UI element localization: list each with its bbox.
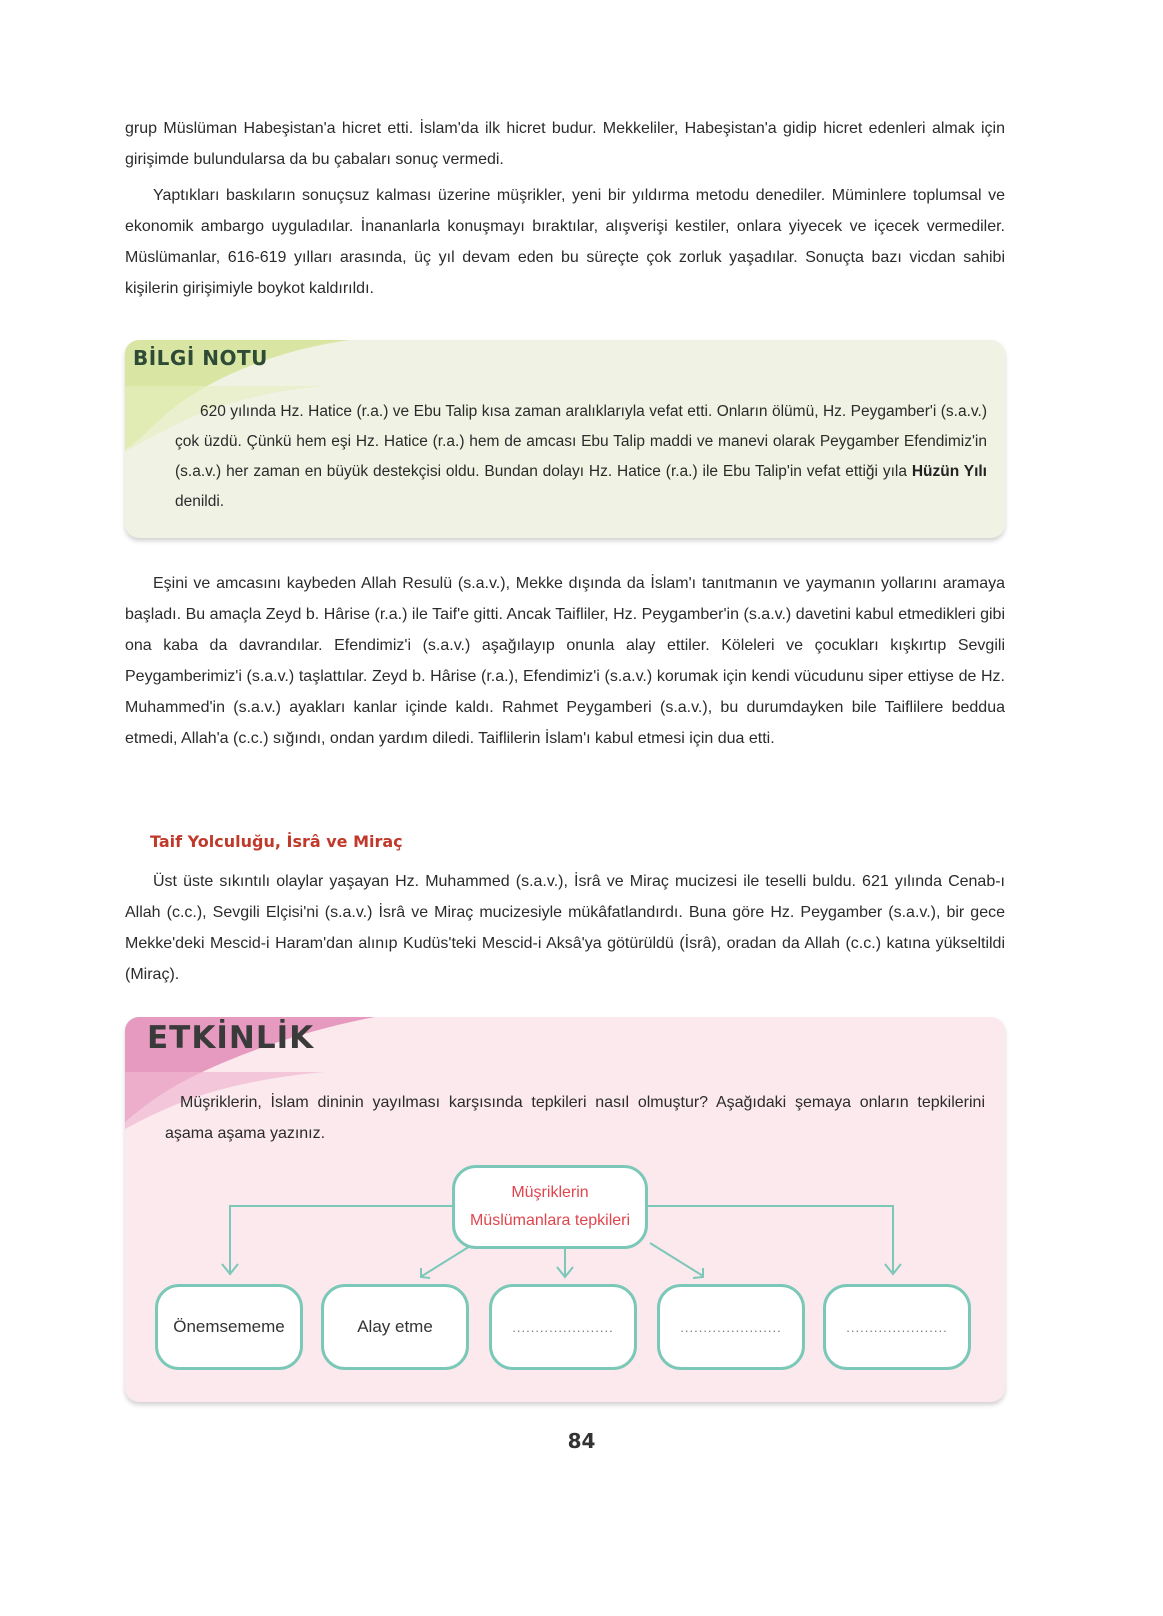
center-node-line1: Müşriklerin [511,1184,589,1201]
paragraph-taif: Eşini ve amcasını kaybeden Allah Resulü (s.a.v.), Mekke dışında da İslam'ı tanıtmanın ve yaymanın yollarını aramaya başladı. Bu amaçla Zeyd b. Hârise (r.a.) ile Taif'e gitti. Ancak Taifliler, Hz. Peygamber'in (s.a.v.) davetini kabul etmedikleri gibi ona kaba da davrandılar. Efendimiz'i (s.a.v.) aşağılayıp onunla alay ettiler. Köleleri ve çocukları kışkırtıp Sevgili Peygamberimiz'i (s.a.v.) taşlattılar. Zeyd b. Hârise (r.a.), Efendimiz'i (s.a.v.) korumak için kendi vücudunu siper ettiyse de Hz. Muhammed'in (s.a.v.) ayakları kanlar içinde kaldı. Rahmet Peygamberi (s.a.v.), bu durumdayken bile Taiflilere beddua etmedi, Allah'a (c.c.) sığındı, ondan yardım diledi. Taiflilerin İslam'ı kabul etmesi için dua etti. [125,575,1005,747]
section-heading-taif: Taif Yolculuğu, İsrâ ve Miraç [150,832,403,851]
paragraph-isra-miraj: Üst üste sıkıntılı olaylar yaşayan Hz. Muhammed (s.a.v.), İsrâ ve Miraç mucizesi ile teselli buldu. 621 yılında Cenab-ı Allah (c.c.), Sevgili Elçisi'ni (s.a.v.) İsrâ ve Miraç mucizesiyle mükâfatlandırdı. Buna göre Hz. Peygamber (s.a.v.), bir gece Mekke'deki Mescid-i Haram'dan alınıp Kudüs'teki Mescid-i Aksâ'ya götürüldü (İsrâ), oradan da Allah (c.c.) katına yükseltildi (Miraç). [125,873,1005,983]
reaction-node-blank-1[interactable]: ...................... [489,1284,637,1370]
reaction-node-1: Önemsememe [155,1284,303,1370]
info-note-text-end: denildi. [175,493,225,510]
paragraph-boycott: Yaptıkları baskıların sonuçsuz kalması üzerine müşrikler, yeni bir yıldırma metodu denediler. Müminlere toplumsal ve ekonomik ambargo uyguladılar. İnananlarla konuşmayı bıraktılar, alışverişi kestiler, onlara yiyecek ve içecek vermediler. Müslümanlar, 616-619 yılları arasında, üç yıl devam eden bu süreçte çok zorluk yaşadılar. Sonuçta bazı vicdan sahibi kişilerin girişimiyle boykot kaldırıldı. [125,187,1005,297]
info-note-text-start: 620 yılında Hz. Hatice (r.a.) ve Ebu Talip kısa zaman aralıklarıyla vefat etti. Onların ölümü, Hz. Peygamber'i (s.a.v.) çok üzdü. Çünkü hem eşi Hz. Hatice (r.a.) hem de amcası Ebu Talip maddi ve manevi olarak Peygamber Efendimiz'in (s.a.v.) her zaman en büyük destekçisi oldu. Bundan dolayı Hz. Hatice (r.a.) ile Ebu Talip'in vefat ettiği yıla [175,403,987,480]
info-note-text [175,397,987,517]
activity-question: Müşriklerin, İslam dininin yayılması karşısında tepkileri nasıl olmuştur? Aşağıdaki şemaya onların tepkilerini aşama aşama yazınız. [165,1094,985,1142]
reaction-node-2: Alay etme [321,1284,469,1370]
reaction-node-blank-2[interactable]: ...................... [657,1284,805,1370]
page-number: 84 [567,1429,596,1453]
activity-title: ETKİNLİK [147,1020,315,1056]
info-note-box [125,340,1005,538]
paragraph-hijra: grup Müslüman Habeşistan'a hicret etti. İslam'da ilk hicret budur. Mekkeliler, Habeşistan'a gidip hicret edenleri almak için girişimde bulundularsa da bu çabaları sonuç vermedi. [125,120,1005,168]
reaction-node-blank-3[interactable]: ...................... [823,1284,971,1370]
info-note-highlight: Hüzün Yılı [911,463,987,480]
activity-box [125,1017,1005,1402]
center-node-line2: Müslümanlara tepkileri [469,1212,631,1229]
diagram-center-node [452,1165,648,1249]
info-note-title: BİLGİ NOTU [133,346,268,370]
